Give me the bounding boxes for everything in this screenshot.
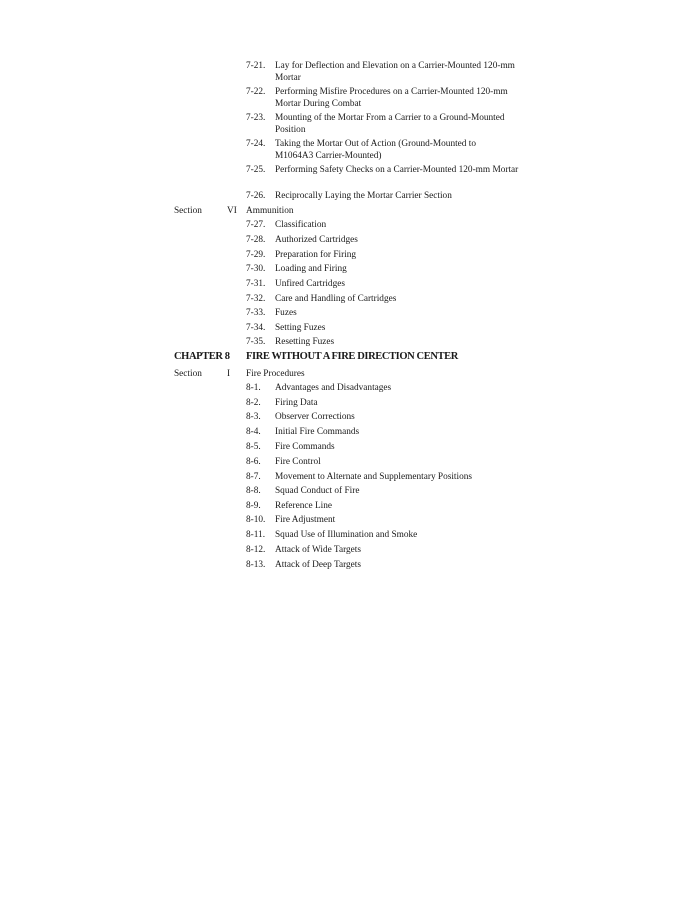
toc-entry-title: Squad Conduct of Fire [275,486,360,496]
section-label: Section [174,206,202,216]
toc-entry-number: 8-11. [246,530,266,540]
toc-entry-title: Performing Safety Checks on a Carrier-Mounted 120-mm Mortar [275,165,519,175]
toc-entry-title: Performing Misfire Procedures on a Carrier-Mounted 120-mm Mortar During Combat [275,87,508,109]
toc-entry-title: Loading and Firing [275,264,347,274]
toc-entry-title: Authorized Cartridges [275,235,358,245]
toc-entry-title: Care and Handling of Cartridges [275,294,397,304]
toc-entry-number: 8-7. [246,472,261,482]
toc-entry-number: 8-13. [246,560,266,570]
toc-entry-number: 7-30. [246,264,266,274]
chapter-title: FIRE WITHOUT A FIRE DIRECTION CENTER [246,351,458,362]
toc-entry-title: Attack of Wide Targets [275,545,361,555]
toc-entry-number: 7-24. [246,139,266,149]
section-title: Fire Procedures [246,369,305,379]
toc-entry-number: 7-27. [246,220,266,230]
toc-entry-title: Classification [275,220,327,230]
toc-entry-title: Unfired Cartridges [275,279,345,289]
toc-entry-number: 8-4. [246,427,261,437]
toc-entry-number: 7-31. [246,279,266,289]
section-title: Ammunition [246,206,294,216]
toc-entry-title: Reference Line [275,501,333,511]
toc-entry-title: Resetting Fuzes [275,337,335,347]
section-label: Section [174,369,202,379]
toc-entry-number: 8-3. [246,412,261,422]
toc-entry-number: 7-28. [246,235,266,245]
toc-entry-title: Setting Fuzes [275,323,326,333]
toc-entry-title: Fire Adjustment [275,515,336,525]
toc-entry-number: 7-25. [246,165,266,175]
section-number: I [227,369,231,379]
toc-entry-number: 7-23. [246,113,266,123]
toc-entry-number: 7-29. [246,250,266,260]
toc-entry-number: 7-21. [246,61,266,71]
toc-entry-title: Mounting of the Mortar From a Carrier to a Ground-Mounted Position [275,113,505,135]
chapter-label: CHAPTER 8 [174,351,230,362]
section-number: VI [227,206,237,216]
toc-entry-number: 7-22. [246,87,266,97]
toc-entry-number: 8-10. [246,515,266,525]
toc-entry-title: Firing Data [275,398,318,408]
toc-entry-title: Lay for Deflection and Elevation on a Carrier-Mounted 120-mm Mortar [275,61,515,83]
toc-entry-title: Fire Commands [275,442,335,452]
toc-entry-number: 8-6. [246,457,261,467]
toc-entry-title: Squad Use of Illumination and Smoke [275,530,418,540]
toc-entry-number: 8-1. [246,383,261,393]
toc-entry-title: Fire Control [275,457,321,467]
toc-entry-title: Initial Fire Commands [275,427,360,437]
toc-entry-title: Movement to Alternate and Supplementary Positions [275,472,473,482]
toc-entry-title: Observer Corrections [275,412,355,422]
toc-entry-number: 8-5. [246,442,261,452]
toc-entry-title: Attack of Deep Targets [275,560,362,570]
toc-entry-number: 7-32. [246,294,266,304]
toc-entry-title: Advantages and Disadvantages [275,383,392,393]
toc-entry-number: 7-33. [246,308,266,318]
toc-entry-number: 7-35. [246,337,266,347]
toc-entry-title: Preparation for Firing [275,250,357,260]
toc-entry-number: 8-12. [246,545,266,555]
toc-entry-number: 7-34. [246,323,266,333]
toc-entry-title: Fuzes [275,308,297,318]
toc-entry-title: Reciprocally Laying the Mortar Carrier Section [275,191,452,201]
toc-entry-number: 7-26. [246,191,266,201]
toc-entry-number: 8-8. [246,486,261,496]
toc-entry-number: 8-9. [246,501,261,511]
toc-entry-number: 8-2. [246,398,261,408]
toc-entry-title: Taking the Mortar Out of Action (Ground-Mounted to M1064A3 Carrier-Mounted) [275,139,477,161]
